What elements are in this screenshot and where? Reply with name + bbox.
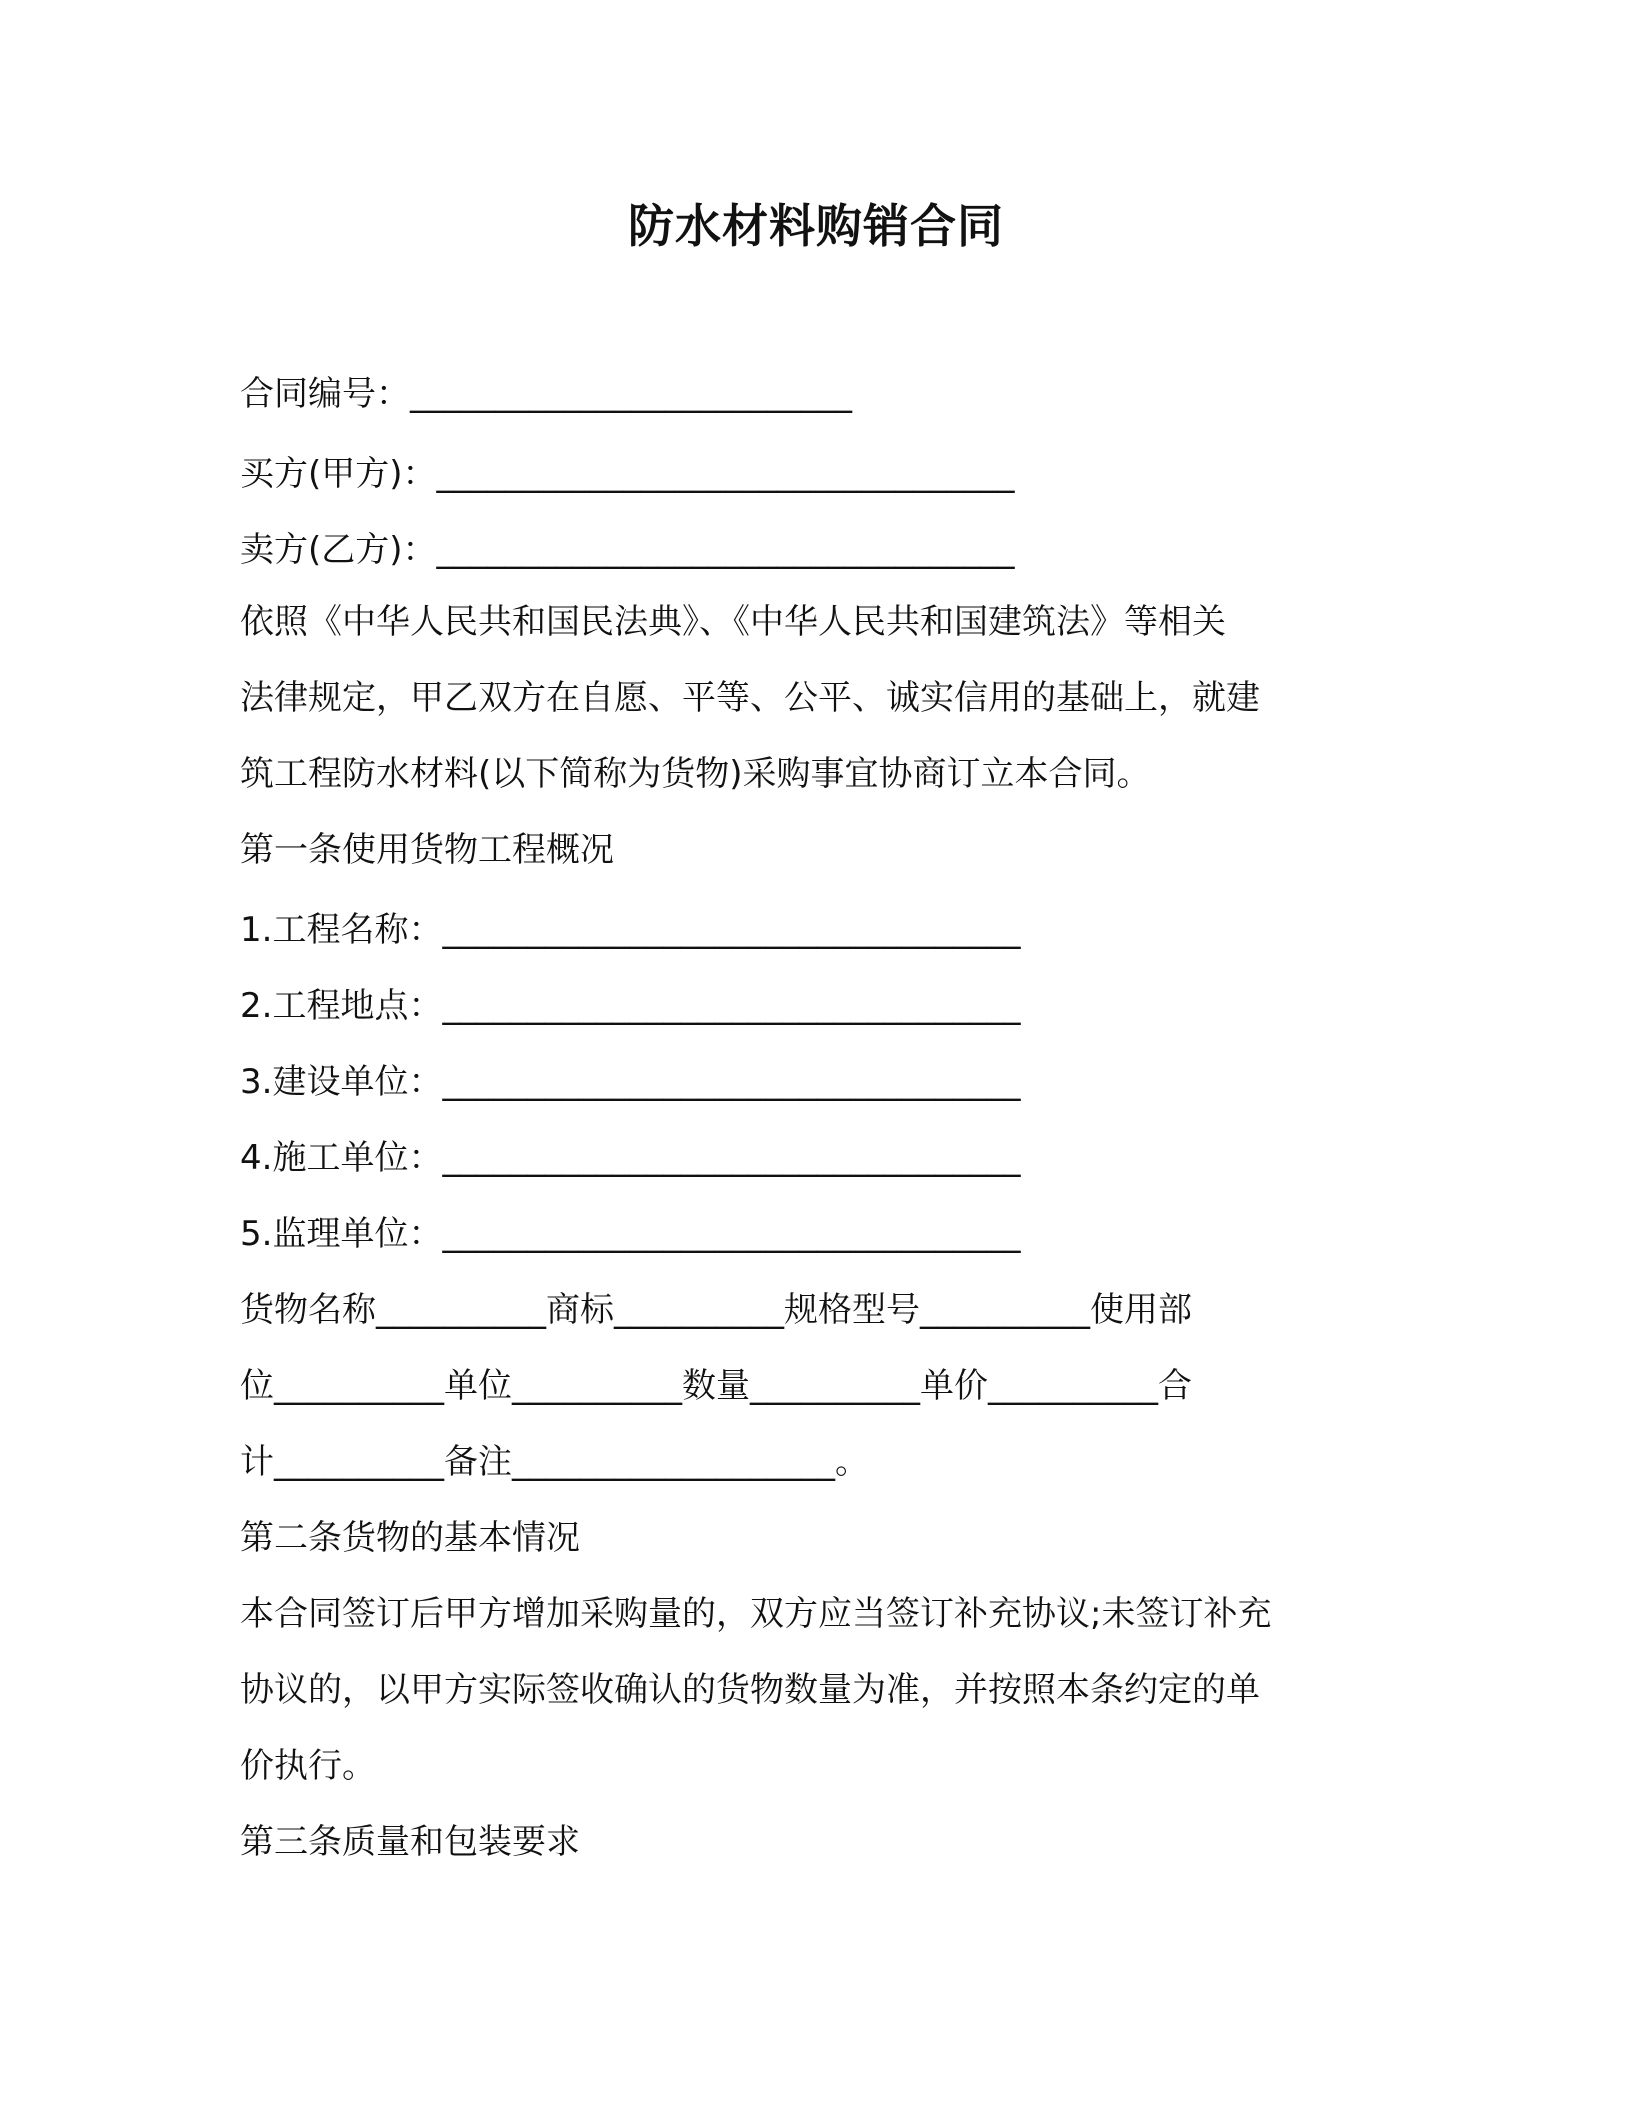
contractor-unit-field: 4.施工单位：__________________________________ bbox=[240, 1138, 1021, 1178]
seller-field: 卖方(乙方)：__________________________________ bbox=[240, 530, 1015, 570]
buyer-field: 买方(甲方)：__________________________________ bbox=[240, 454, 1015, 494]
supervision-unit-field: 5.监理单位：__________________________________ bbox=[240, 1214, 1021, 1254]
document-title: 防水材料购销合同 bbox=[628, 199, 1004, 253]
article-2-body-line-1: 本合同签订后甲方增加采购量的，双方应当签订补充协议;未签订补充 bbox=[240, 1594, 1272, 1634]
preamble-line-1: 依照《中华人民共和国民法典》、《中华人民共和国建筑法》等相关 bbox=[240, 602, 1226, 642]
article-2-body-line-3: 价执行。 bbox=[240, 1746, 376, 1786]
goods-info-line-2: 位__________单位__________数量__________单价__________合 bbox=[240, 1366, 1192, 1406]
contract-number-field: 合同编号：__________________________ bbox=[240, 374, 852, 414]
construction-unit-field: 3.建设单位：__________________________________ bbox=[240, 1062, 1021, 1102]
project-name-field: 1.工程名称：__________________________________ bbox=[240, 910, 1021, 950]
preamble-line-2: 法律规定，甲乙双方在自愿、平等、公平、诚实信用的基础上，就建 bbox=[240, 678, 1260, 718]
article-3-heading: 第三条质量和包装要求 bbox=[240, 1822, 580, 1862]
project-location-field: 2.工程地点：__________________________________ bbox=[240, 986, 1021, 1026]
preamble-line-3: 筑工程防水材料(以下简称为货物)采购事宜协商订立本合同。 bbox=[240, 754, 1151, 794]
article-2-body-line-2: 协议的，以甲方实际签收确认的货物数量为准，并按照本条约定的单 bbox=[240, 1670, 1260, 1710]
goods-info-line-1: 货物名称__________商标__________规格型号__________使用部 bbox=[240, 1290, 1192, 1330]
goods-info-line-3: 计__________备注___________________。 bbox=[240, 1442, 869, 1482]
article-2-heading: 第二条货物的基本情况 bbox=[240, 1518, 580, 1558]
article-1-heading: 第一条使用货物工程概况 bbox=[240, 830, 614, 870]
